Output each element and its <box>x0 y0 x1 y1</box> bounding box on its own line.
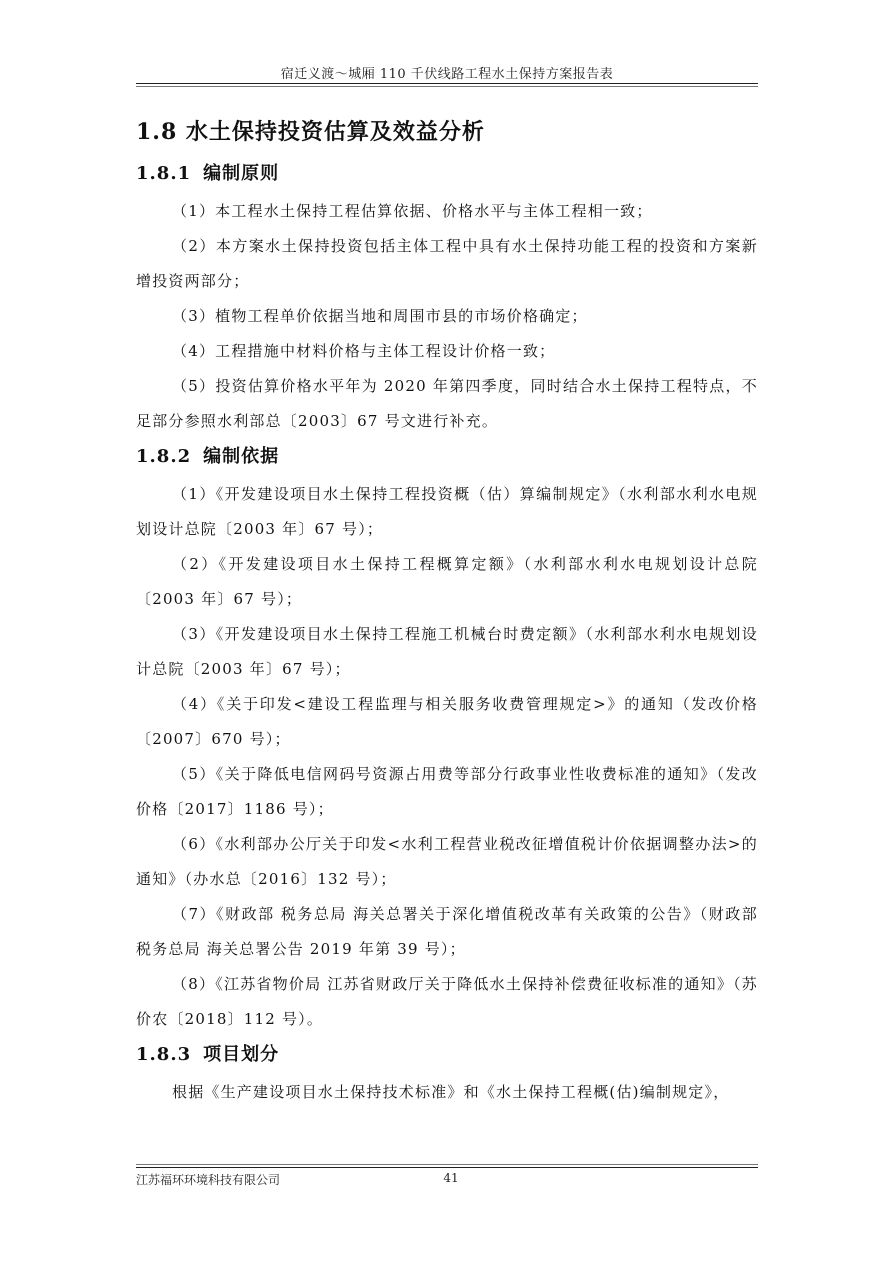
reference-item: （8）《江苏省物价局 江苏省财政厅关于降低水土保持补偿费征收标准的通知》（苏价农〔2018〕112 号）。 <box>136 975 758 1028</box>
subsection-heading-basis <box>136 439 758 477</box>
subsection-title: 项目划分 <box>203 1044 280 1065</box>
paragraph: 根据《生产建设项目水土保持技术标准》和《水土保持工程概(估)编制规定》， <box>172 1083 730 1101</box>
reference-item: （2）《开发建设项目水土保持工程概算定额》（水利部水利水电规划设计总院〔2003 年〕67 号）； <box>136 555 758 608</box>
subsection-heading-division <box>136 1037 758 1075</box>
reference-item: （7）《财政部 税务总局 海关总署关于深化增值税改革有关政策的公告》（财政部 税务总局 海关总署公告 2019 年第 39 号）； <box>136 905 758 958</box>
reference-item: （3）《开发建设项目水土保持工程施工机械台时费定额》（水利部水利水电规划设计总院〔2003 年〕67 号）； <box>136 625 758 678</box>
section-title: 1.8 水土保持投资估算及效益分析 <box>136 119 485 145</box>
subsection-title: 编制原则 <box>203 163 280 184</box>
reference-item: （6）《水利部办公厅关于印发<水利工程营业税改征增值税计价依据调整办法>的通知》（办水总〔2016〕132 号）； <box>136 835 758 888</box>
paragraph: （1）本工程水土保持工程估算依据、价格水平与主体工程相一致； <box>172 202 653 220</box>
page-content <box>136 112 758 1110</box>
running-header: 宿迁义渡～城厢 110 千伏线路工程水土保持方案报告表 <box>280 67 614 82</box>
header-rule-secondary <box>136 86 758 87</box>
subsection-heading-principles <box>136 156 758 194</box>
paragraph: （4）工程措施中材料价格与主体工程设计价格一致； <box>172 342 556 360</box>
reference-item: （1）《开发建设项目水土保持工程投资概（估）算编制规定》（水利部水利水电规划设计总院〔2003 年〕67 号）； <box>136 485 758 538</box>
subsection-number: 1.8.1 <box>136 163 192 184</box>
reference-item: （4）《关于印发<建设工程监理与相关服务收费管理规定>》的通知（发改价格〔2007〕670 号）； <box>136 695 758 748</box>
subsection-number: 1.8.3 <box>136 1044 192 1065</box>
subsection-number: 1.8.2 <box>136 446 192 467</box>
footer-rule-secondary <box>136 1167 758 1168</box>
footer-rule <box>136 1164 758 1165</box>
paragraph: （3）植物工程单价依据当地和周围市县的市场价格确定； <box>172 307 588 325</box>
subsection-title: 编制依据 <box>203 446 280 467</box>
page-number: 41 <box>443 1171 459 1185</box>
header-rule <box>136 83 758 84</box>
paragraph: （2）本方案水土保持投资包括主体工程中具有水土保持功能工程的投资和方案新增投资两部分； <box>136 237 758 290</box>
footer-company: 江苏福环环境科技有限公司 <box>136 1173 281 1187</box>
reference-item: （5）《关于降低电信网码号资源占用费等部分行政事业性收费标准的通知》（发改价格〔2017〕1186 号）； <box>136 765 758 818</box>
paragraph: （5）投资估算价格水平年为 2020 年第四季度，同时结合水土保持工程特点，不足部分参照水利部总〔2003〕67 号文进行补充。 <box>136 377 758 430</box>
